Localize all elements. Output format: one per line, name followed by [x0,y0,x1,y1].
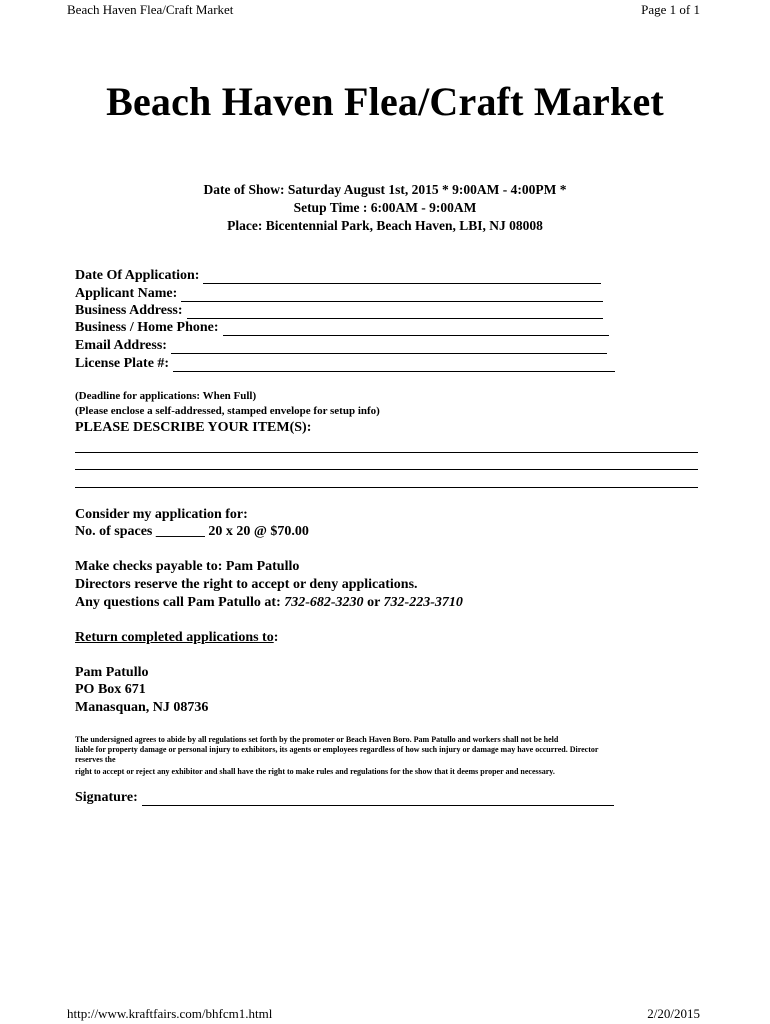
disclaimer-line: liable for property damage or personal injury to exhibitors, its agents or employees regardless of how such injury or damage may have occurred. Director [75,745,599,754]
setup-time-line: Setup Time : 6:00AM - 9:00AM [293,200,477,215]
phone-2: 732-223-3710 [383,595,463,610]
field-input-line[interactable] [203,271,601,284]
description-line[interactable] [75,487,698,488]
field-license-plate [75,356,615,372]
return-name: Pam Patullo [75,665,149,680]
field-applicant-name [75,286,603,302]
disclaimer-line: reserves the [75,755,116,764]
field-label: License Plate #: [75,356,170,371]
return-po-box: PO Box 671 [75,682,146,697]
field-date-of-application [75,268,601,284]
return-city: Manasquan, NJ 08736 [75,700,209,715]
checks-payable: Make checks payable to: Pam Patullo [75,559,300,574]
place-line: Place: Bicentennial Park, Beach Haven, LBI, NJ 08008 [227,218,543,233]
return-colon: : [273,630,279,645]
field-label: Applicant Name: [75,286,178,301]
directors-reserve: Directors reserve the right to accept or deny applications. [75,577,418,592]
questions-line [75,595,463,611]
field-label: Date Of Application: [75,268,200,283]
describe-items-heading: PLEASE DESCRIBE YOUR ITEM(S): [75,420,312,435]
deadline-note: (Deadline for applications: When Full) [75,390,257,402]
or-text: or [367,595,381,610]
spaces-price: 20 x 20 @ $70.00 [208,524,309,539]
field-label: Business / Home Phone: [75,320,219,335]
field-business-address [75,303,603,319]
envelope-note: (Please enclose a self-addressed, stamped envelope for setup info) [75,405,380,417]
header-page-label: Page 1 of 1 [641,2,700,17]
phone-1: 732-682-3230 [284,595,364,610]
field-label: Business Address: [75,303,183,318]
field-input-line[interactable] [187,306,603,319]
description-line[interactable] [75,469,698,470]
field-input-line[interactable] [181,289,603,302]
show-date-line: Date of Show: Saturday August 1st, 2015 * 9:00AM - 4:00PM * [203,182,567,197]
return-heading [75,630,278,646]
footer-date: 2/20/2015 [647,1006,700,1021]
disclaimer-line: The undersigned agrees to abide by all regulations set forth by the promoter or Beach Haven Boro. Pam Patullo and workers shall not be held [75,735,559,744]
signature-label: Signature: [75,790,138,805]
field-label: Email Address: [75,338,167,353]
spaces-blank[interactable]: _______ [155,524,205,539]
disclaimer-line: right to accept or reject any exhibitor and shall have the right to make rules and regulations for the show that it deems proper and necessary. [75,767,555,776]
signature-field [75,790,614,806]
spaces-line [75,524,309,540]
field-input-line[interactable] [171,341,607,354]
description-line[interactable] [75,452,698,453]
questions-prefix: Any questions call Pam Patullo at: [75,595,281,610]
signature-line[interactable] [142,793,614,806]
page-title: Beach Haven Flea/Craft Market [106,79,664,124]
field-business-home-phone [75,320,609,336]
field-input-line[interactable] [173,359,615,372]
return-label: Return completed applications to [75,630,274,645]
header-doc-title: Beach Haven Flea/Craft Market [67,2,234,17]
field-email-address [75,338,607,354]
footer-url[interactable]: http://www.kraftfairs.com/bhfcm1.html [67,1006,273,1021]
spaces-label: No. of spaces [75,524,153,539]
consider-application: Consider my application for: [75,507,248,522]
field-input-line[interactable] [223,323,609,336]
